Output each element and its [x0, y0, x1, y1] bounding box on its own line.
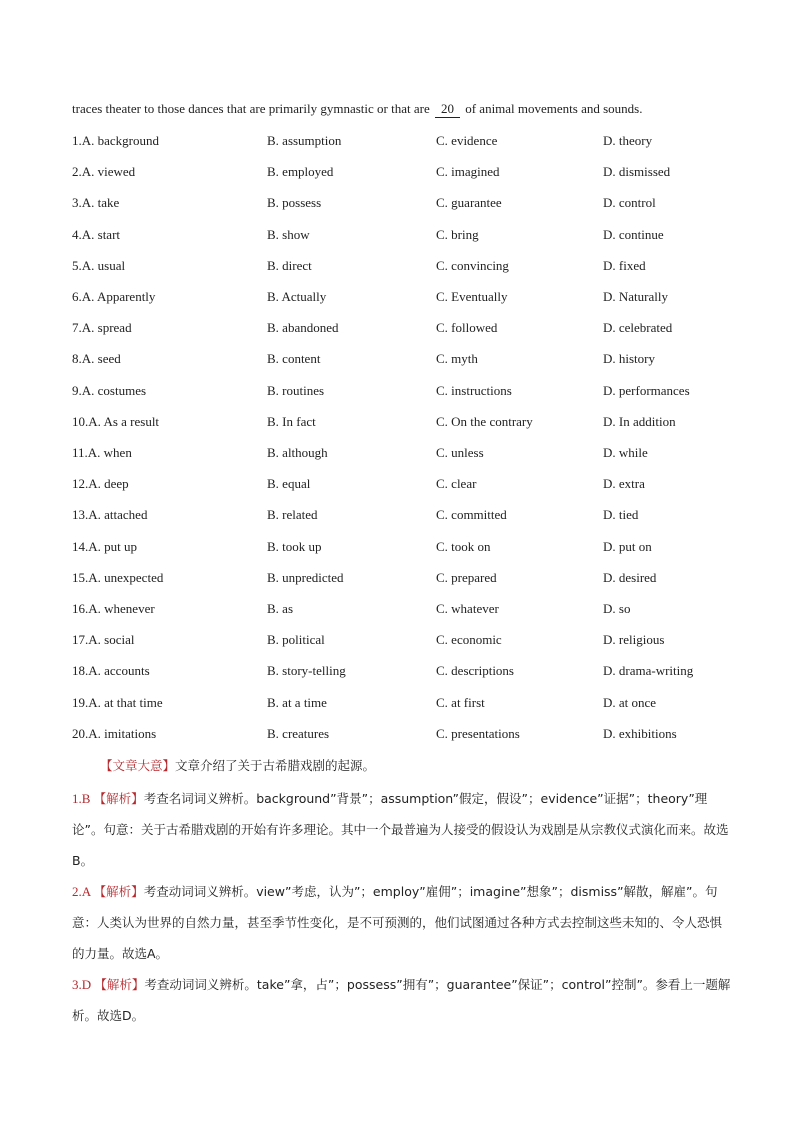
option-c: C. whatever: [436, 601, 499, 616]
question-number: 13.A.: [72, 507, 101, 523]
answer-key: 2.A: [72, 884, 91, 899]
option-a: [72, 539, 137, 555]
question-options-row: [0, 507, 794, 527]
option-c: C. instructions: [436, 382, 512, 398]
option-c: C. clear: [436, 476, 477, 492]
option-a: [72, 164, 135, 180]
answer-2: [72, 876, 732, 969]
option-text: viewed: [97, 164, 136, 180]
option-text: imitations: [104, 725, 157, 741]
option-a: [72, 632, 134, 648]
option-c: C. prepared: [436, 569, 497, 585]
question-options-row: [0, 195, 794, 215]
option-a: [72, 351, 121, 367]
question-options-row: [0, 227, 794, 247]
option-a: [72, 195, 119, 211]
question-number: 16.A.: [72, 601, 101, 616]
option-b: B. as: [267, 601, 293, 616]
option-d: D. extra: [603, 476, 645, 492]
option-d: D. control: [603, 195, 656, 211]
blank-20: 20: [435, 101, 460, 118]
question-options-row: [0, 663, 794, 683]
question-number: 6.A.: [72, 289, 95, 304]
option-c: C. bring: [436, 226, 479, 242]
option-c: C. descriptions: [436, 663, 514, 679]
option-d: D. In addition: [603, 413, 676, 429]
option-b: B. assumption: [267, 133, 342, 148]
option-b: B. show: [267, 226, 310, 242]
answer-3: [72, 969, 732, 1031]
option-b: B. content: [267, 351, 321, 367]
summary-tag: 【文章大意】: [100, 758, 176, 773]
option-d: D. while: [603, 445, 648, 460]
option-a: [72, 320, 132, 336]
article-summary: [100, 756, 375, 776]
option-a: [72, 258, 125, 274]
intro-text-before: traces theater to those dances that are primarily gymnastic or that are: [72, 101, 430, 116]
option-b: B. possess: [267, 195, 322, 211]
question-number: 17.A.: [72, 632, 101, 648]
question-options-row: [0, 476, 794, 496]
option-b: B. at a time: [267, 694, 327, 710]
analysis-tag: 【解析】: [93, 791, 144, 806]
option-a: [72, 570, 163, 586]
option-text: unexpected: [104, 569, 164, 585]
question-options-row: [0, 632, 794, 652]
option-text: start: [97, 226, 121, 242]
question-number: 19.A.: [72, 694, 101, 710]
option-a: [72, 414, 159, 430]
option-text: put up: [104, 538, 138, 554]
option-c: C. took on: [436, 538, 491, 554]
question-options-row: [0, 539, 794, 559]
question-options-row: [0, 133, 794, 153]
question-number: 8.A.: [72, 351, 95, 367]
question-options-row: [0, 414, 794, 434]
analysis-text: 考查动词词义辨析。take”拿，占”；possess”拥有”；guarantee”保证”；control”控制”。参看上一题解析。故选D。: [72, 977, 731, 1023]
passage-intro-line: [72, 101, 643, 118]
option-a: [72, 476, 129, 492]
option-c: C. economic: [436, 632, 502, 648]
analysis-text: 考查名词词义辨析。background”背景”；assumption”假定，假设”；evidence”证据”；theory”理论”。句意：关于古希腊戏剧的开始有许多理论。其中一个最普遍为人接受的假设认为戏剧是从宗教仪式演化而来。故选B。: [72, 791, 729, 868]
option-d: D. desired: [603, 569, 657, 585]
option-d: D. celebrated: [603, 320, 673, 336]
option-d: D. at once: [603, 694, 657, 710]
option-c: C. guarantee: [436, 195, 502, 211]
option-d: D. put on: [603, 538, 652, 554]
question-options-row: [0, 164, 794, 184]
question-number: 18.A.: [72, 663, 101, 679]
option-text: seed: [97, 351, 121, 367]
option-c: C. unless: [436, 445, 484, 460]
intro-text-after: of animal movements and sounds.: [465, 101, 643, 116]
analysis-tag: 【解析】: [94, 977, 145, 992]
option-b: B. In fact: [267, 413, 316, 429]
option-text: spread: [97, 320, 132, 336]
option-d: D. drama-writing: [603, 663, 694, 679]
option-c: C. committed: [436, 507, 507, 523]
option-d: D. tied: [603, 507, 639, 523]
option-a: [72, 289, 155, 305]
option-text: social: [104, 632, 135, 648]
question-number: 14.A.: [72, 538, 101, 554]
question-options-row: [0, 351, 794, 371]
option-c: C. Eventually: [436, 289, 508, 304]
analysis-tag: 【解析】: [93, 884, 144, 899]
option-c: C. On the contrary: [436, 413, 533, 429]
question-number: 2.A.: [72, 164, 95, 180]
option-d: D. continue: [603, 226, 664, 242]
option-b: B. related: [267, 507, 318, 523]
option-b: B. Actually: [267, 289, 327, 304]
option-b: B. took up: [267, 538, 322, 554]
option-text: whenever: [104, 601, 155, 616]
option-b: B. story-telling: [267, 663, 346, 679]
option-d: D. dismissed: [603, 164, 671, 180]
answer-key: 1.B: [72, 791, 91, 806]
option-text: accounts: [104, 663, 150, 679]
option-c: C. at first: [436, 694, 485, 710]
question-options-row: [0, 570, 794, 590]
option-a: [72, 507, 147, 523]
option-b: B. routines: [267, 382, 325, 398]
question-options-row: [0, 320, 794, 340]
option-c: C. convincing: [436, 257, 509, 273]
option-text: As a result: [103, 413, 160, 429]
option-b: B. creatures: [267, 725, 330, 741]
option-a: [72, 663, 150, 679]
option-d: D. theory: [603, 133, 653, 148]
question-number: 11.A.: [72, 445, 101, 460]
question-options-row: [0, 289, 794, 309]
option-b: B. political: [267, 632, 325, 648]
summary-text: 文章介绍了关于古希腊戏剧的起源。: [175, 758, 376, 773]
question-number: 3.A.: [72, 195, 95, 211]
question-number: 15.A.: [72, 569, 101, 585]
option-a: [72, 695, 163, 711]
option-b: B. abandoned: [267, 320, 339, 336]
option-c: C. followed: [436, 320, 498, 336]
option-b: B. although: [267, 445, 328, 460]
question-options-row: [0, 601, 794, 621]
option-c: C. evidence: [436, 133, 498, 148]
option-text: attached: [104, 507, 148, 523]
option-a: [72, 601, 155, 617]
option-text: deep: [104, 476, 129, 492]
question-options-row: [0, 445, 794, 465]
option-a: [72, 726, 156, 742]
option-b: B. employed: [267, 164, 334, 180]
option-text: Apparently: [96, 289, 156, 304]
option-text: when: [103, 445, 132, 460]
question-number: 4.A.: [72, 226, 95, 242]
question-options-row: [0, 258, 794, 278]
analysis-text: 考查动词词义辨析。view”考虑，认为”；employ”雇佣”；imagine”想象”；dismiss”解散，解雇”。句意：人类认为世界的自然力量，甚至季节性变化，是不可预测的，他们试图通过各种方式去控制这些未知的、令人恐惧的力量。故选A。: [72, 884, 723, 961]
question-options-row: [0, 695, 794, 715]
option-c: C. imagined: [436, 164, 500, 180]
option-text: background: [97, 133, 160, 148]
option-c: C. myth: [436, 351, 478, 367]
option-c: C. presentations: [436, 725, 520, 741]
option-d: D. so: [603, 601, 631, 616]
option-d: D. Naturally: [603, 289, 668, 304]
question-options-row: [0, 726, 794, 746]
option-d: D. history: [603, 351, 655, 367]
question-number: 9.A.: [72, 382, 95, 398]
question-number: 7.A.: [72, 320, 95, 336]
answer-1: [72, 783, 732, 876]
option-text: usual: [97, 257, 126, 273]
question-number: 12.A.: [72, 476, 101, 492]
question-options-row: [0, 383, 794, 403]
option-text: take: [97, 195, 120, 211]
option-b: B. unpredicted: [267, 569, 344, 585]
question-number: 1.A.: [72, 133, 95, 148]
option-text: costumes: [97, 382, 147, 398]
option-d: D. fixed: [603, 257, 646, 273]
question-number: 10.A.: [72, 413, 101, 429]
option-a: [72, 383, 146, 399]
option-a: [72, 133, 159, 149]
option-a: [72, 445, 132, 461]
option-d: D. performances: [603, 382, 690, 398]
option-a: [72, 227, 120, 243]
answer-key: 3.D: [72, 977, 92, 992]
option-b: B. direct: [267, 257, 312, 273]
option-d: D. exhibitions: [603, 725, 677, 741]
option-text: at that time: [104, 694, 163, 710]
question-number: 20.A.: [72, 725, 101, 741]
option-b: B. equal: [267, 476, 311, 492]
option-d: D. religious: [603, 632, 665, 648]
question-number: 5.A.: [72, 257, 95, 273]
